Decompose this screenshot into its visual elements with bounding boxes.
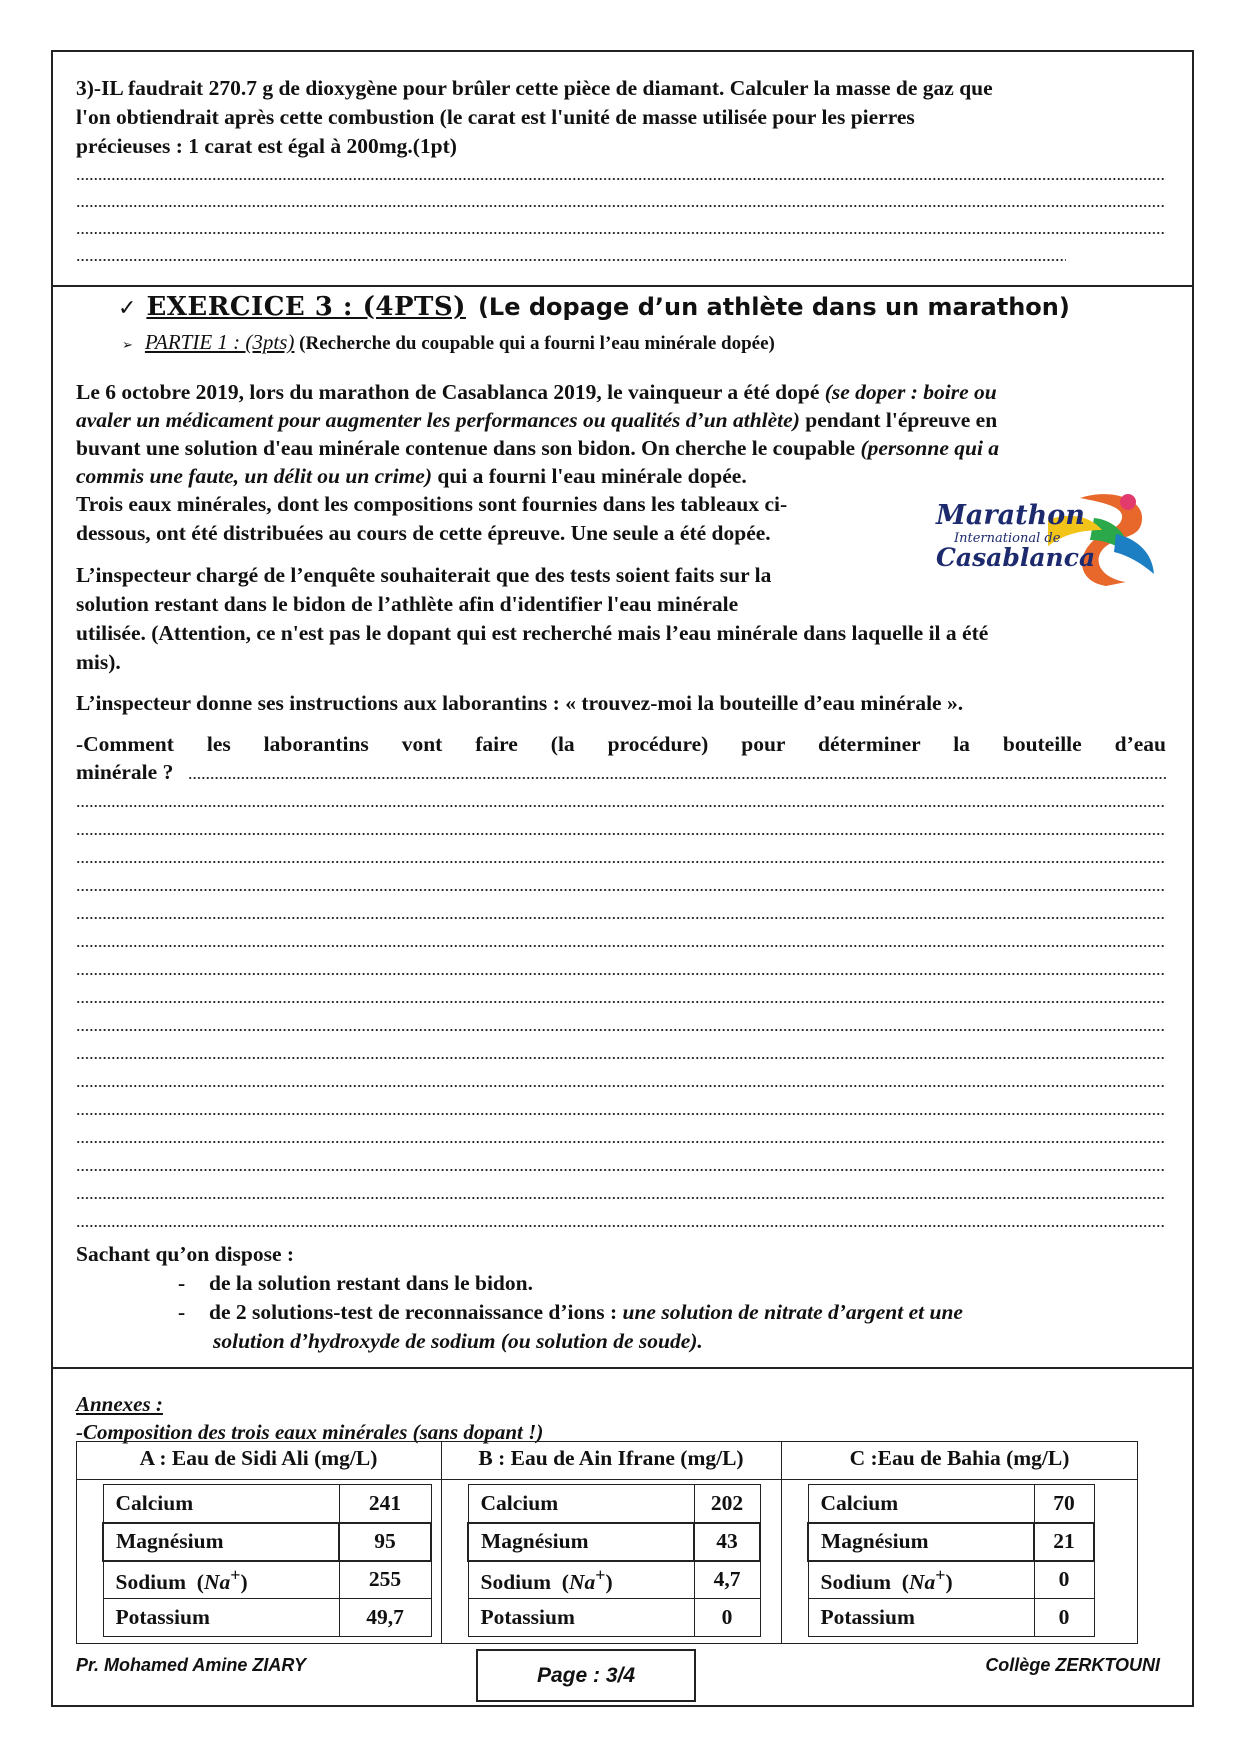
answer-line[interactable] bbox=[76, 1197, 1166, 1199]
answer-line[interactable] bbox=[76, 232, 1166, 234]
story-line-4: commis une faute, un délit ou un crime) qui a fourni l'eau minérale dopée. bbox=[76, 464, 747, 488]
table-row: Potassium 0 bbox=[808, 1599, 1094, 1637]
table-column-divider bbox=[441, 1441, 442, 1644]
answer-line[interactable] bbox=[76, 1113, 1166, 1115]
answer-line[interactable] bbox=[76, 889, 1166, 891]
arrow-bullet-icon: ➢ bbox=[122, 338, 133, 353]
given-item-2: de 2 solutions-test de reconnaissance d’ions : une solution de nitrate d’argent et une bbox=[209, 1300, 963, 1324]
table-row: Potassium 49,7 bbox=[103, 1599, 431, 1637]
table-row: Magnésium 43 bbox=[468, 1523, 760, 1561]
table-header-divider bbox=[76, 1479, 1138, 1480]
story-line-1: Le 6 octobre 2019, lors du marathon de Casablanca 2019, le vainqueur a été dopé (se doper : boire ou bbox=[76, 380, 997, 404]
page-number: Page : 3/4 bbox=[476, 1649, 696, 1702]
answer-line[interactable] bbox=[76, 1225, 1166, 1227]
water-b-table bbox=[467, 1484, 761, 1637]
answer-line[interactable] bbox=[76, 833, 1166, 835]
table-row: Potassium 0 bbox=[468, 1599, 760, 1637]
question-line-1: -Comment les laborantins vont faire (la procédure) pour déterminer la bouteille d’eau bbox=[76, 732, 1166, 756]
answer-line[interactable] bbox=[76, 1001, 1166, 1003]
answer-line[interactable] bbox=[76, 205, 1166, 207]
answer-line[interactable] bbox=[76, 259, 1066, 261]
logo-line-3: Casablanca bbox=[936, 543, 1096, 572]
answer-line[interactable] bbox=[76, 178, 1166, 180]
table-row: Sodium (Na+) 255 bbox=[103, 1561, 431, 1599]
answer-line[interactable] bbox=[76, 945, 1166, 947]
q3-line-3: précieuses : 1 carat est égal à 200mg.(1pt) bbox=[76, 134, 457, 158]
story-line-9: utilisée. (Attention, ce n'est pas le dopant qui est recherché mais l’eau minérale dans laquelle il a été bbox=[76, 621, 989, 645]
exercise-label: EXERCICE 3 : (4PTS) bbox=[146, 292, 466, 322]
question-line-2: minérale ? bbox=[76, 760, 174, 784]
table-column-divider bbox=[781, 1441, 782, 1644]
answer-line[interactable] bbox=[76, 1141, 1166, 1143]
section-divider-bottom bbox=[51, 1367, 1194, 1369]
marathon-logo bbox=[930, 490, 1160, 590]
answer-line[interactable] bbox=[76, 1057, 1166, 1059]
water-b-title: B : Eau de Ain Ifrane (mg/L) bbox=[478, 1446, 744, 1470]
water-c-table bbox=[807, 1484, 1095, 1637]
story-line-5: Trois eaux minérales, dont les compositions sont fournies dans les tableaux ci- bbox=[76, 492, 788, 516]
story-line-11: L’inspecteur donne ses instructions aux laborantins : « trouvez-moi la bouteille d’eau minérale ». bbox=[76, 691, 964, 715]
part-label: PARTIE 1 : (3pts) bbox=[144, 330, 295, 354]
answer-line[interactable] bbox=[76, 861, 1166, 863]
story-line-3: buvant une solution d'eau minérale contenue dans son bidon. On cherche le coupable (personne qui a bbox=[76, 436, 1000, 460]
water-a-title: A : Eau de Sidi Ali (mg/L) bbox=[139, 1446, 378, 1470]
given-intro: Sachant qu’on dispose : bbox=[76, 1242, 295, 1266]
table-row: Magnésium 21 bbox=[808, 1523, 1094, 1561]
answer-line[interactable] bbox=[76, 917, 1166, 919]
given-item-1: de la solution restant dans le bidon. bbox=[209, 1271, 533, 1295]
story-line-2: avaler un médicament pour augmenter les performances ou qualités d’un athlète) pendant l'épreuve en bbox=[76, 408, 998, 432]
exercise-subtitle: (Le dopage d’un athlète dans un marathon) bbox=[477, 293, 1070, 321]
table-row: Sodium (Na+) 4,7 bbox=[468, 1561, 760, 1599]
exercise-heading bbox=[118, 292, 1070, 322]
water-c-title: C :Eau de Bahia (mg/L) bbox=[849, 1446, 1070, 1470]
logo-line-2: International de bbox=[954, 531, 1061, 546]
author-name: Pr. Mohamed Amine ZIARY bbox=[76, 1655, 307, 1675]
table-row: Calcium 70 bbox=[808, 1485, 1094, 1523]
school-name: Collège ZERKTOUNI bbox=[985, 1655, 1160, 1675]
q3-line-2: l'on obtiendrait après cette combustion (le carat est l'unité de masse utilisée pour les pierres bbox=[76, 105, 915, 129]
part-heading bbox=[122, 330, 775, 355]
story-line-10: mis). bbox=[76, 650, 121, 674]
answer-line[interactable] bbox=[76, 973, 1166, 975]
table-row: Magnésium 95 bbox=[103, 1523, 431, 1561]
answer-line[interactable] bbox=[76, 1029, 1166, 1031]
story-line-6: dessous, ont été distribuées au cours de cette épreuve. Une seule a été dopée. bbox=[76, 521, 771, 545]
story-line-7: L’inspecteur chargé de l’enquête souhaiterait que des tests soient faits sur la bbox=[76, 563, 772, 587]
given-item-2-continued: solution d’hydroxyde de sodium (ou solution de soude). bbox=[213, 1329, 703, 1353]
section-divider-top bbox=[51, 285, 1194, 287]
annex-subtitle: -Composition des trois eaux minérales (sans dopant !) bbox=[76, 1420, 544, 1444]
dash-bullet-icon: - bbox=[178, 1300, 186, 1324]
table-row: Sodium (Na+) 0 bbox=[808, 1561, 1094, 1599]
answer-line[interactable] bbox=[76, 1169, 1166, 1171]
table-row: Calcium 202 bbox=[468, 1485, 760, 1523]
q3-line-1: 3)-IL faudrait 270.7 g de dioxygène pour brûler cette pièce de diamant. Calculer la masse de gaz que bbox=[76, 76, 993, 100]
answer-line[interactable] bbox=[76, 805, 1166, 807]
answer-line[interactable] bbox=[188, 777, 1166, 779]
story-line-8: solution restant dans le bidon de l’athlète afin d'identifier l'eau minérale bbox=[76, 592, 739, 616]
water-a-table bbox=[102, 1484, 432, 1637]
annex-title: Annexes : bbox=[76, 1392, 163, 1416]
part-description: (Recherche du coupable qui a fourni l’eau minérale dopée) bbox=[299, 333, 775, 354]
dash-bullet-icon: - bbox=[178, 1271, 186, 1295]
logo-line-1: Marathon bbox=[936, 500, 1085, 531]
table-row: Calcium 241 bbox=[103, 1485, 431, 1523]
answer-line[interactable] bbox=[76, 1085, 1166, 1087]
check-icon: ✓ bbox=[118, 296, 137, 321]
